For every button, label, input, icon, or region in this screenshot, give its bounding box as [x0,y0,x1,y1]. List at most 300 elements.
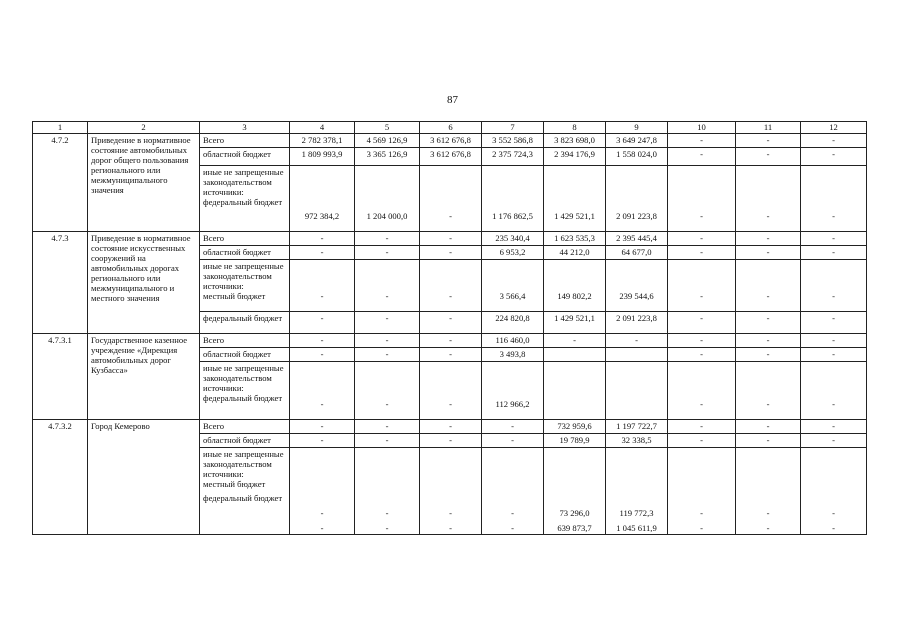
value: - [832,291,835,301]
value-stack [607,449,666,533]
value-cell [355,260,420,312]
value: - [573,335,576,345]
value-cell [801,166,867,232]
value-cell [290,420,355,434]
funding-source-cell [200,148,290,166]
value-cell [420,362,482,420]
value: - [700,508,703,518]
value-cell [355,232,420,246]
value-cell [482,348,544,362]
value-cell [801,334,867,348]
funding-source-cell [200,334,290,348]
value: - [766,313,770,323]
value: - [320,399,324,409]
table-row [33,334,867,348]
value-cell [606,312,668,334]
value: - [635,335,638,345]
funding-source-sub: местный бюджет [203,291,266,301]
funding-source-sub: федеральный бюджет [203,393,283,403]
value: 119 772,3 [619,508,654,518]
value-cell [355,348,420,362]
funding-source-cell [200,166,290,232]
value: - [832,523,835,533]
value-cell [736,420,801,434]
value: - [320,421,324,431]
value-stack [291,449,353,533]
value: - [766,291,770,301]
value: - [832,135,835,145]
value: - [385,313,389,323]
value: - [449,233,452,243]
value-cell [606,260,668,312]
value-cell [290,334,355,348]
value: - [700,523,703,533]
value-cell [544,134,606,148]
value-cell [482,362,544,420]
value-cell [482,148,544,166]
value: - [700,349,703,359]
value: - [511,435,514,445]
value-cell [736,246,801,260]
value: 732 959,6 [557,421,592,431]
value: - [766,233,770,243]
value-cell [606,334,668,348]
value-cell [544,448,606,535]
funding-source-cell [200,348,290,362]
value-cell [482,260,544,312]
value-cell [736,362,801,420]
value: 1 197 722,7 [616,421,657,431]
value: 2 782 378,1 [301,135,343,145]
value: - [700,291,703,301]
value: - [832,399,835,409]
value: - [320,508,324,518]
value-cell [482,334,544,348]
funding-source: областной бюджет [203,435,271,445]
header-cell: 12 [801,122,867,134]
value-cell [290,434,355,448]
value-stack [669,449,734,533]
value-cell [606,148,668,166]
header-cell: 11 [736,122,801,134]
value-cell [355,166,420,232]
value-cell [606,232,668,246]
value: - [832,435,835,445]
header-cell: 4 [290,122,355,134]
value: 1 176 862,5 [492,211,533,221]
value-cell [544,312,606,334]
value-cell [606,420,668,434]
value: - [449,435,452,445]
value: - [766,421,770,431]
value: - [320,349,324,359]
value-cell [290,166,355,232]
header-row [33,122,867,134]
value: - [385,335,389,345]
item-name: Город Кемерово [88,420,200,535]
value-cell [668,134,736,148]
funding-source-cell [200,420,290,434]
value-cell [801,434,867,448]
value-cell [355,334,420,348]
header-cell: 7 [482,122,544,134]
value-stack [545,449,604,533]
value-cell [290,232,355,246]
value-stack [483,449,542,533]
value: 239 544,6 [619,291,654,301]
value-cell [420,232,482,246]
header-cell: 2 [88,122,200,134]
value-cell [420,334,482,348]
value-cell [606,246,668,260]
value: 639 873,7 [557,523,592,533]
item-code: 4.7.3 [33,232,88,334]
value-cell [668,420,736,434]
funding-source: Всего [203,233,225,243]
value-cell [482,312,544,334]
value-cell [420,348,482,362]
value-cell [482,232,544,246]
value: - [832,349,835,359]
header-cell: 1 [33,122,88,134]
value: - [320,233,324,243]
value: - [385,233,389,243]
value-cell [668,260,736,312]
funding-source: областной бюджет [203,349,271,359]
value-cell [606,166,668,232]
funding-source: иные не запрещенные законодательством источники: [203,167,284,197]
value-cell [482,166,544,232]
value-cell [606,448,668,535]
header-cell: 6 [420,122,482,134]
value: - [320,435,324,445]
value-cell [801,260,867,312]
value-cell [736,232,801,246]
value: - [320,523,324,533]
value: - [385,349,389,359]
value: - [320,313,324,323]
item-code: 4.7.3.2 [33,420,88,535]
value-cell [482,420,544,434]
value-cell [355,434,420,448]
value-cell [801,420,867,434]
value: - [449,291,452,301]
value-cell [420,134,482,148]
value-cell [290,246,355,260]
value: 6 953,2 [499,247,526,257]
value-cell [544,232,606,246]
value-cell [606,348,668,362]
value: - [511,421,514,431]
value: - [700,421,703,431]
value-cell [668,362,736,420]
value-cell [736,134,801,148]
value: - [449,508,452,518]
value: - [832,233,835,243]
value: - [385,508,389,518]
value: 149 802,2 [557,291,592,301]
value: - [766,149,770,159]
value-cell [736,334,801,348]
value-cell [290,148,355,166]
value: - [320,335,324,345]
value: - [832,247,835,257]
funding-source: иные не запрещенные законодательством источники: [203,449,284,479]
value-cell [544,348,606,362]
item-name: Приведение в нормативное состояние автомобильных дорог общего пользования регионального или межмуниципального значения [88,134,200,232]
value-cell [290,348,355,362]
value: - [385,421,389,431]
value: - [700,211,703,221]
value: 3 823 698,0 [554,135,595,145]
item-code: 4.7.2 [33,134,88,232]
value: 1 045 611,9 [616,523,657,533]
value: - [766,435,770,445]
value: - [449,313,452,323]
value-cell [606,362,668,420]
value-cell [420,260,482,312]
value-cell [668,246,736,260]
value-cell [420,148,482,166]
funding-source-sub: местный бюджет [203,479,266,489]
value: - [700,313,703,323]
value: - [766,349,770,359]
header-cell: 5 [355,122,420,134]
value-cell [482,134,544,148]
value: - [449,523,452,533]
value-cell [801,362,867,420]
funding-source-cell [200,260,290,312]
value-cell [668,232,736,246]
value-cell [801,448,867,535]
value: - [385,523,389,533]
funding-source: областной бюджет [203,247,271,257]
header-cell: 10 [668,122,736,134]
value: - [449,211,452,221]
value-cell [355,362,420,420]
value: 19 789,9 [559,435,590,445]
value-cell [801,246,867,260]
value-cell [544,246,606,260]
value: 3 612 676,8 [430,135,471,145]
value-cell [668,448,736,535]
value: - [449,335,452,345]
value: - [385,399,389,409]
value-cell [736,166,801,232]
funding-source: Всего [203,135,225,145]
value-cell [355,246,420,260]
value: - [385,247,389,257]
table-row [33,232,867,246]
value: 73 296,0 [559,508,590,518]
value: - [832,335,835,345]
value-cell [290,312,355,334]
value: - [385,291,389,301]
funding-source-cell [200,362,290,420]
value: - [766,523,770,533]
page-number: 87 [447,94,458,106]
value-cell [544,362,606,420]
value: 4 569 126,9 [366,135,408,145]
value: - [700,135,703,145]
funding-source: иные не запрещенные законодательством источники: [203,261,284,291]
funding-source-sub: федеральный бюджет [203,197,283,207]
value-cell [355,420,420,434]
value-cell [801,232,867,246]
value: - [700,247,703,257]
value-cell [668,312,736,334]
value: - [449,349,452,359]
value: 32 338,5 [621,435,652,445]
header-cell: 9 [606,122,668,134]
value-cell [544,166,606,232]
value-cell [736,448,801,535]
value: - [700,149,703,159]
value: - [449,399,452,409]
table-row [33,134,867,148]
value-cell [355,148,420,166]
value: - [700,335,703,345]
budget-table [32,121,867,535]
funding-source: федеральный бюджет [203,313,283,323]
value: 3 493,8 [499,349,526,359]
value: 2 091 223,8 [616,211,657,221]
value: 1 809 993,9 [301,149,343,159]
funding-source-sub: федеральный бюджет [203,493,283,503]
value: - [832,313,835,323]
value-cell [420,420,482,434]
value: - [320,291,324,301]
item-code: 4.7.3.1 [33,334,88,420]
value-cell [355,134,420,148]
value: - [700,233,703,243]
value-cell [420,448,482,535]
value: 2 375 724,3 [492,149,533,159]
value: - [511,508,514,518]
funding-source-cell [200,232,290,246]
funding-source-cell [200,312,290,334]
value-cell [736,148,801,166]
value-cell [420,246,482,260]
item-name: Государственное казенное учреждение «Дирекция автомобильных дорог Кузбасса» [88,334,200,420]
value-stack [421,449,480,533]
value: 235 340,4 [495,233,530,243]
value: 972 384,2 [304,211,340,221]
value-cell [801,134,867,148]
value: - [766,508,770,518]
value-cell [290,134,355,148]
value: - [832,211,835,221]
value-cell [290,260,355,312]
value-cell [736,348,801,362]
item-name: Приведение в нормативное состояние искусственных сооружений на автомобильных дорогах регионального или межмуниципального и местного значения [88,232,200,334]
value: 224 820,8 [495,313,530,323]
value: - [766,399,770,409]
value: 116 460,0 [495,335,530,345]
value-cell [801,148,867,166]
value: - [766,247,770,257]
value: - [320,247,324,257]
value: 1 204 000,0 [366,211,408,221]
value-cell [801,312,867,334]
funding-source: Всего [203,421,225,431]
header-cell: 8 [544,122,606,134]
value: 2 394 176,9 [554,149,595,159]
value: - [832,149,835,159]
value: 3 566,4 [499,291,526,301]
value: - [766,211,770,221]
value: 1 429 521,1 [554,211,595,221]
value: 44 212,0 [559,247,590,257]
funding-source-cell [200,434,290,448]
value-cell [420,312,482,334]
value-cell [801,348,867,362]
value-cell [544,420,606,434]
value: 1 623 535,3 [554,233,595,243]
value-cell [420,434,482,448]
value: - [832,421,835,431]
funding-source-cell [200,448,290,535]
value: - [700,399,703,409]
funding-source: Всего [203,335,225,345]
value-cell [668,148,736,166]
value: 1 429 521,1 [554,313,595,323]
value-cell [544,260,606,312]
value: 1 558 024,0 [616,149,657,159]
value-cell [668,166,736,232]
value: 112 966,2 [495,399,530,409]
value: 3 649 247,8 [616,135,657,145]
value: - [766,335,770,345]
value-cell [606,434,668,448]
value: 3 365 126,9 [366,149,408,159]
value-cell [606,134,668,148]
funding-source-cell [200,134,290,148]
funding-source: иные не запрещенные законодательством источники: [203,363,284,393]
value: - [449,247,452,257]
value: 2 395 445,4 [616,233,657,243]
value-cell [290,448,355,535]
value: - [700,435,703,445]
value-cell [544,434,606,448]
value-cell [544,148,606,166]
value-cell [736,312,801,334]
value-cell [668,348,736,362]
value-cell [482,448,544,535]
value: - [766,135,770,145]
funding-source-cell [200,246,290,260]
value: - [511,523,514,533]
value-cell [544,334,606,348]
value-cell [420,166,482,232]
value-cell [482,246,544,260]
value-cell [355,448,420,535]
value: 3 552 586,8 [492,135,533,145]
value-cell [482,434,544,448]
value-stack [737,449,799,533]
value-cell [668,434,736,448]
header-cell: 3 [200,122,290,134]
value: - [385,435,389,445]
value: 3 612 676,8 [430,149,471,159]
value-cell [290,362,355,420]
funding-source: областной бюджет [203,149,271,159]
value-cell [736,434,801,448]
value: 2 091 223,8 [616,313,657,323]
value-cell [668,334,736,348]
value-cell [355,312,420,334]
table-row [33,420,867,434]
